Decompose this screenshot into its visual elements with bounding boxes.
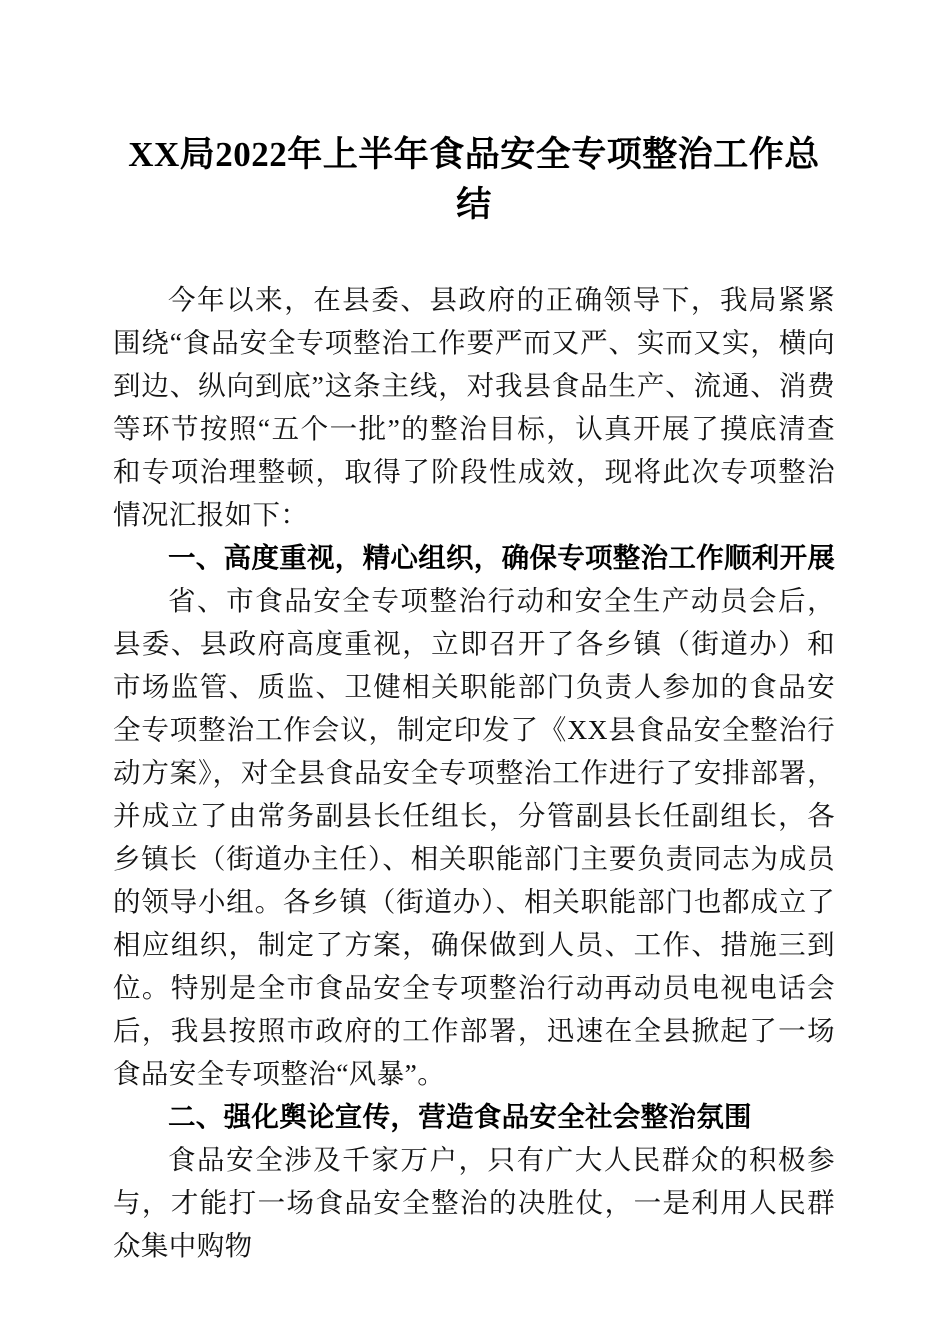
paragraph-section-1-body: 省、市食品安全专项整治行动和安全生产动员会后，县委、县政府高度重视，立即召开了各乡镇（街道办）和市场监管、质监、卫健相关职能部门负责人参加的食品安全专项整治工作会议，制定印发了《XX县食品安全整治行动方案》，对全县食品安全专项整治工作进行了安排部署，并成立了由常务副县长任组长，分管副县长任副组长，各乡镇长（街道办主任）、相关职能部门主要负责同志为成员的领导小组。各乡镇（街道办）、相关职能部门也都成立了相应组织，制定了方案，确保做到人员、工作、措施三到位。特别是全市食品安全专项整治行动再动员电视电话会后，我县按照市政府的工作部署，迅速在全县掀起了一场食品安全专项整治“风暴”。 [113,585,835,1089]
document-content [113,0,835,1267]
section-heading-2: 二、强化舆论宣传，营造食品安全社会整治氛围 [168,1101,752,1132]
paragraph-section-2-body: 食品安全涉及千家万户，只有广大人民群众的积极参与，才能打一场食品安全整治的决胜仗，一是利用人民群众集中购物 [113,1144,835,1261]
page-title: XX局2022年上半年食品安全专项整治工作总结 [128,135,820,224]
paragraph-intro: 今年以来，在县委、县政府的正确领导下，我局紧紧围绕“食品安全专项整治工作要严而又严、实而又实，横向到边、纵向到底”这条主线，对我县食品生产、流通、消费等环节按照“五个一批”的整治目标，认真开展了摸底清查和专项治理整顿，取得了阶段性成效，现将此次专项整治情况汇报如下： [113,284,835,530]
section-heading-1: 一、高度重视，精心组织，确保专项整治工作顺利开展 [168,542,836,573]
